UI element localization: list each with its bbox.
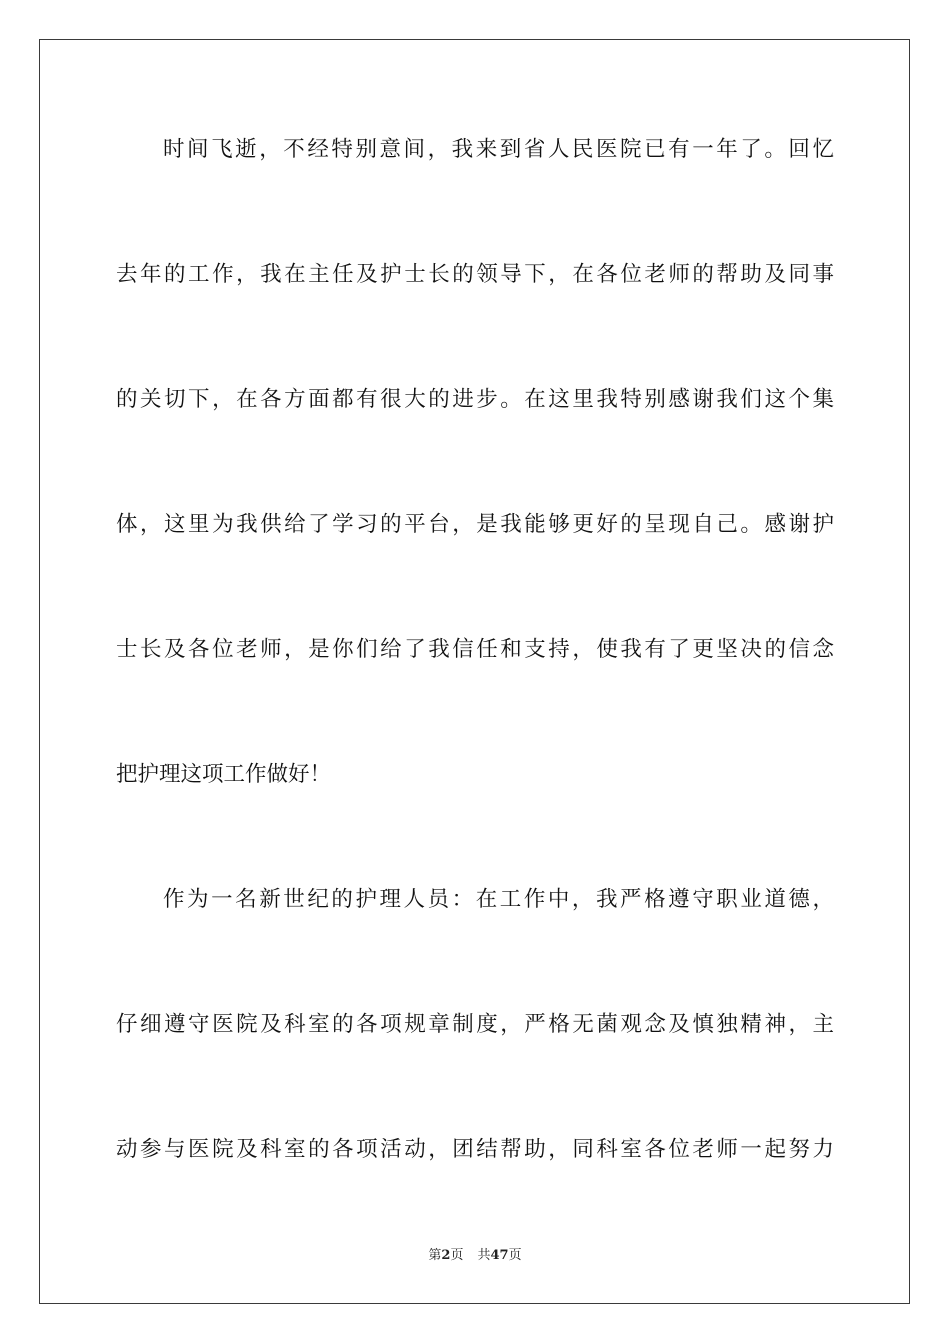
paragraph-2-line-3: 动参与医院及科室的各项活动，团结帮助，同科室各位老师一起努力	[116, 1137, 834, 1162]
total-prefix: 共	[477, 1248, 491, 1263]
paragraph-1-line-2: 去年的工作，我在主任及护士长的领导下，在各位老师的帮助及同事	[116, 262, 834, 287]
paragraph-2-line-1: 作为一名新世纪的护理人员：在工作中，我严格遵守职业道德，	[163, 887, 834, 912]
paragraph-1-line-4: 体，这里为我供给了学习的平台，是我能够更好的呈现自己。感谢护	[116, 512, 834, 537]
paragraph-1-line-5: 士长及各位老师，是你们给了我信任和支持，使我有了更坚决的信念	[116, 637, 834, 662]
paragraph-1-line-1: 时间飞逝，不经特别意间，我来到省人民医院已有一年了。回忆	[163, 137, 834, 162]
paragraph-1-line-3: 的关切下，在各方面都有很大的进步。在这里我特别感谢我们这个集	[116, 387, 834, 412]
page-prefix: 第	[428, 1248, 442, 1263]
page-suffix: 页	[450, 1248, 464, 1263]
total-pages: 47	[490, 1248, 509, 1263]
total-suffix: 页	[508, 1248, 522, 1263]
page-border	[39, 39, 910, 1304]
paragraph-2-line-2: 仔细遵守医院及科室的各项规章制度，严格无菌观念及慎独精神，主	[116, 1012, 834, 1037]
page-footer	[0, 1244, 950, 1263]
paragraph-1-line-6: 把护理这项工作做好！	[116, 762, 332, 787]
page-number: 2	[441, 1248, 451, 1263]
